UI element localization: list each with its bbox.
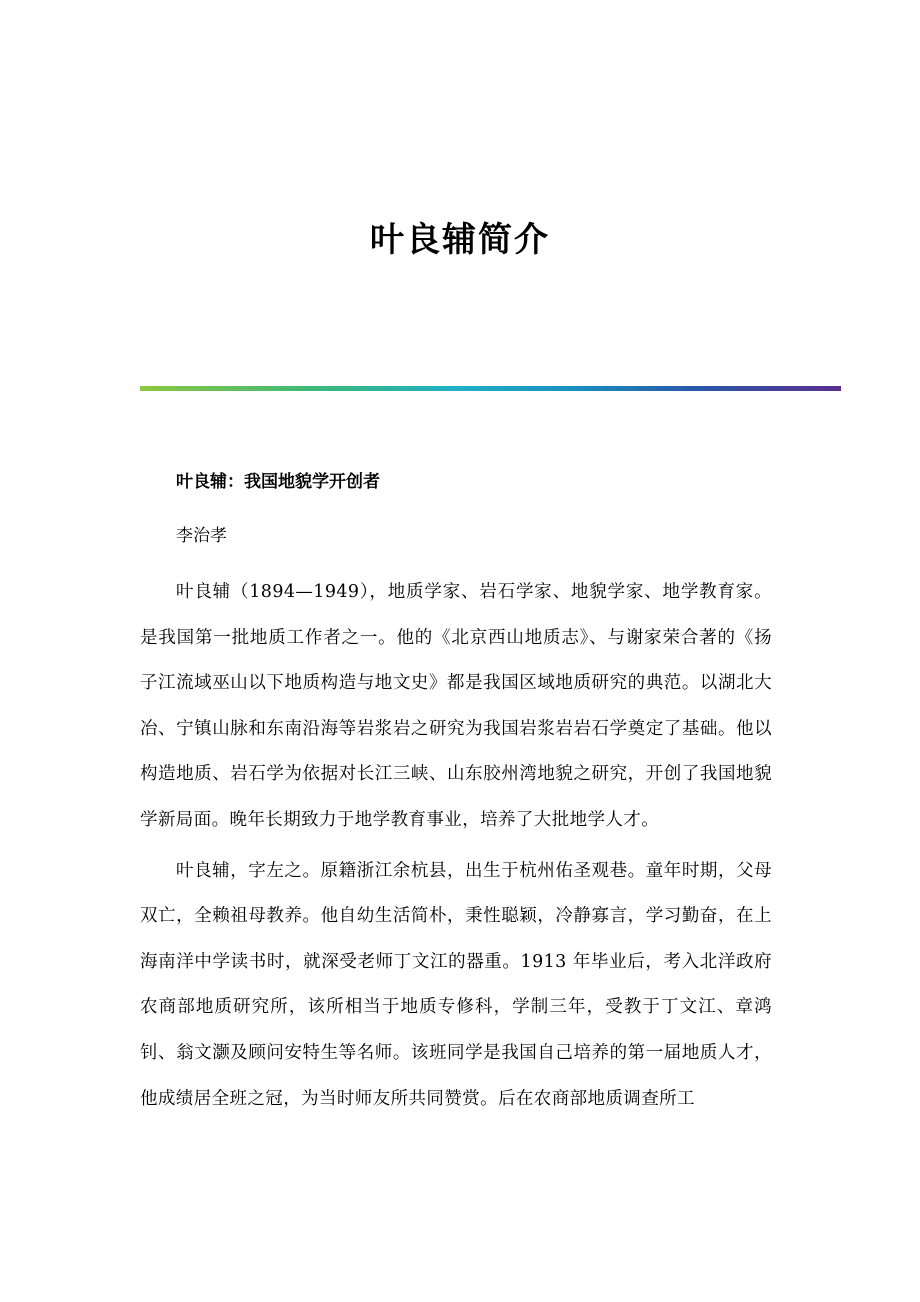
body-paragraph: 叶良辅（1894—1949），地质学家、岩石学家、地貌学家、地学教育家。是我国第一批地质工作者之一。他的《北京西山地质志》、与谢家荣合著的《扬子江流域巫山以下地质构造与地文史》都是我国区域地质研究的典范。以湖北大冶、宁镇山脉和东南沿海等岩浆岩之研究为我国岩浆岩岩石学奠定了基础。他以构造地质、岩石学为依据对长江三峡、山东胶州湾地貌之研究，开创了我国地貌学新局面。晚年长期致力于地学教育事业，培养了大批地学人才。: [140, 582, 772, 830]
document-body: [140, 466, 772, 1122]
document-title: 叶良辅简介: [370, 220, 550, 260]
article-heading: 叶良辅：我国地貌学开创者: [176, 472, 380, 492]
author-name: 李治孝: [176, 526, 227, 546]
title-gradient-divider: [140, 386, 841, 391]
body-paragraph: 叶良辅，字左之。原籍浙江余杭县，出生于杭州佑圣观巷。童年时期，父母双亡，全赖祖母教养。他自幼生活简朴，秉性聪颖，冷静寡言，学习勤奋，在上海南洋中学读书时，就深受老师丁文江的器重。1913 年毕业后，考入北洋政府农商部地质研究所，该所相当于地质专修科，学制三年，受教于丁文江、章鸿钊、翁文灏及顾问安特生等名师。该班同学是我国自己培养的第一届地质人才，他成绩居全班之冠，为当时师友所共同赞赏。后在农商部地质调查所工: [140, 860, 772, 1109]
